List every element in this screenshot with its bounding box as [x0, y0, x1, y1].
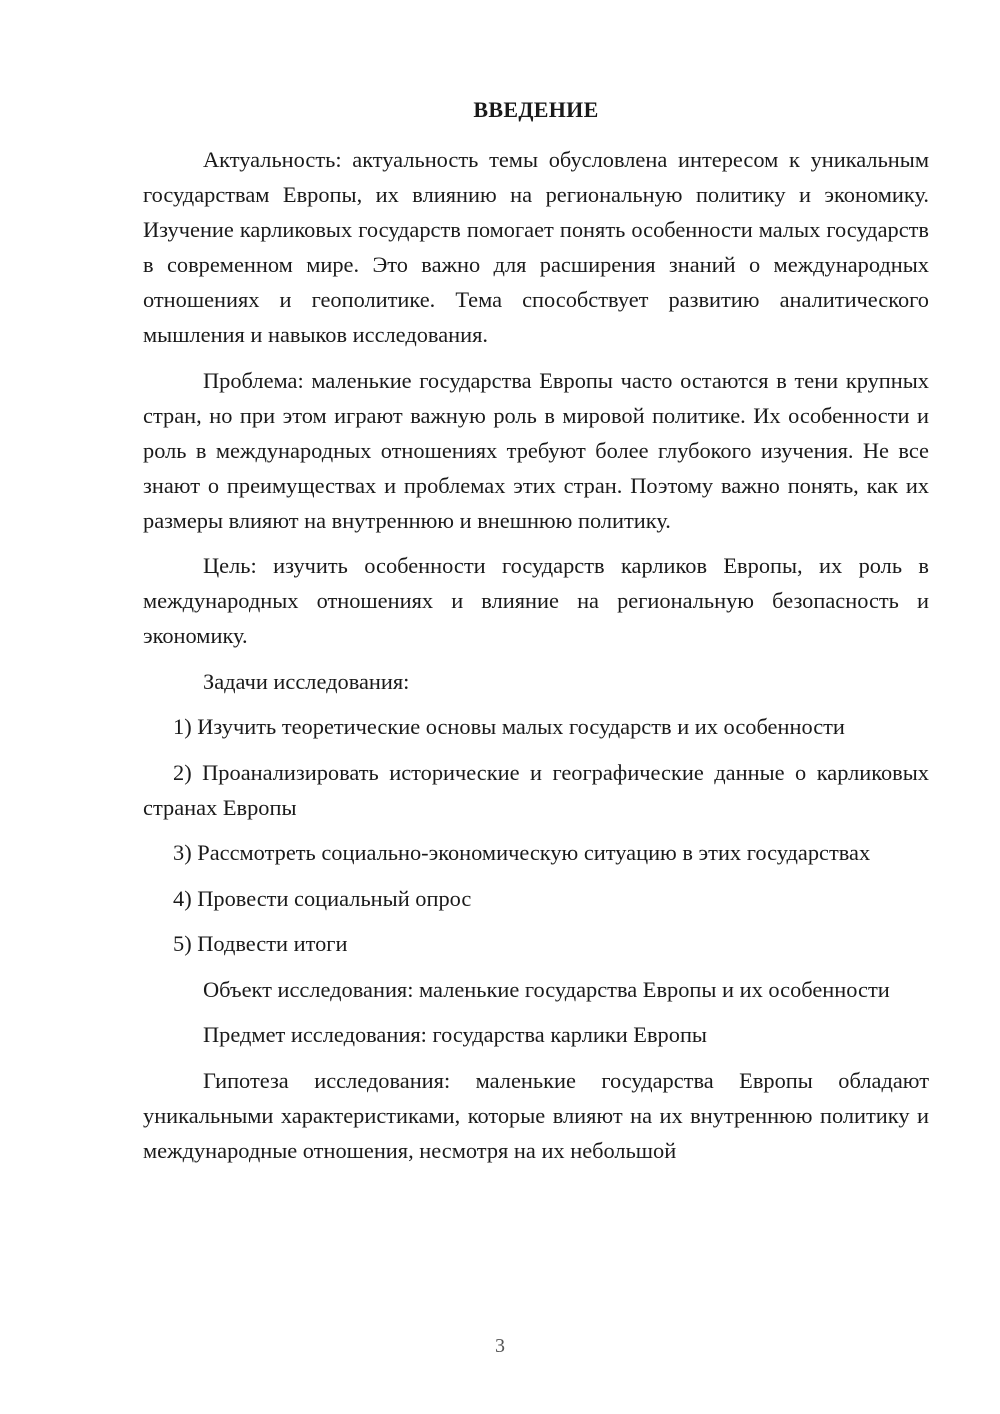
object-paragraph: Объект исследования: маленькие государства Европы и их особенности [203, 976, 890, 1002]
hypothesis-paragraph: Гипотеза исследования: маленькие государства Европы обладают уникальными характеристиками, которые влияют на их внутреннюю политику и международные отношения, несмотря на их небольшой [143, 1067, 929, 1163]
task-item: 4) Провести социальный опрос [173, 885, 472, 911]
subject-paragraph: Предмет исследования: государства карлики Европы [203, 1022, 707, 1047]
task-item: 3) Рассмотреть социально-экономическую ситуацию в этих государствах [173, 840, 871, 865]
relevance-paragraph: Актуальность: актуальность темы обусловлена интересом к уникальным государствам Европы, их влиянию на региональную политику и экономику. Изучение карликовых государств помогает понять особенности малых государств в современном мире. Это важно для расширения знаний о международных отношениях и геополитике. Тема способствует развитию аналитического мышления и навыков исследования. [143, 147, 929, 347]
problem-paragraph: Проблема: маленькие государства Европы часто остаются в тени крупных стран, но при этом играют важную роль в мировой политике. Их особенности и роль в международных отношениях требуют более глубокого изучения. Не все знают о преимуществах и проблемах этих стран. Поэтому важно понять, как их размеры влияют на внутреннюю и внешнюю политику. [143, 367, 929, 533]
task-item: 5) Подвести итоги [173, 931, 348, 956]
section-heading: ВВЕДЕНИЕ [473, 97, 599, 122]
task-item: 1) Изучить теоретические основы малых государств и их особенности [173, 714, 845, 739]
tasks-heading: Задачи исследования: [203, 668, 410, 694]
task-item: 2) Проанализировать исторические и географические данные о карликовых странах Европы [143, 759, 929, 820]
goal-paragraph: Цель: изучить особенности государств карликов Европы, их роль в международных отношениях и влияние на региональную безопасность и экономику. [143, 553, 929, 648]
document-body [143, 142, 929, 1168]
page-number: 3 [495, 1335, 505, 1357]
